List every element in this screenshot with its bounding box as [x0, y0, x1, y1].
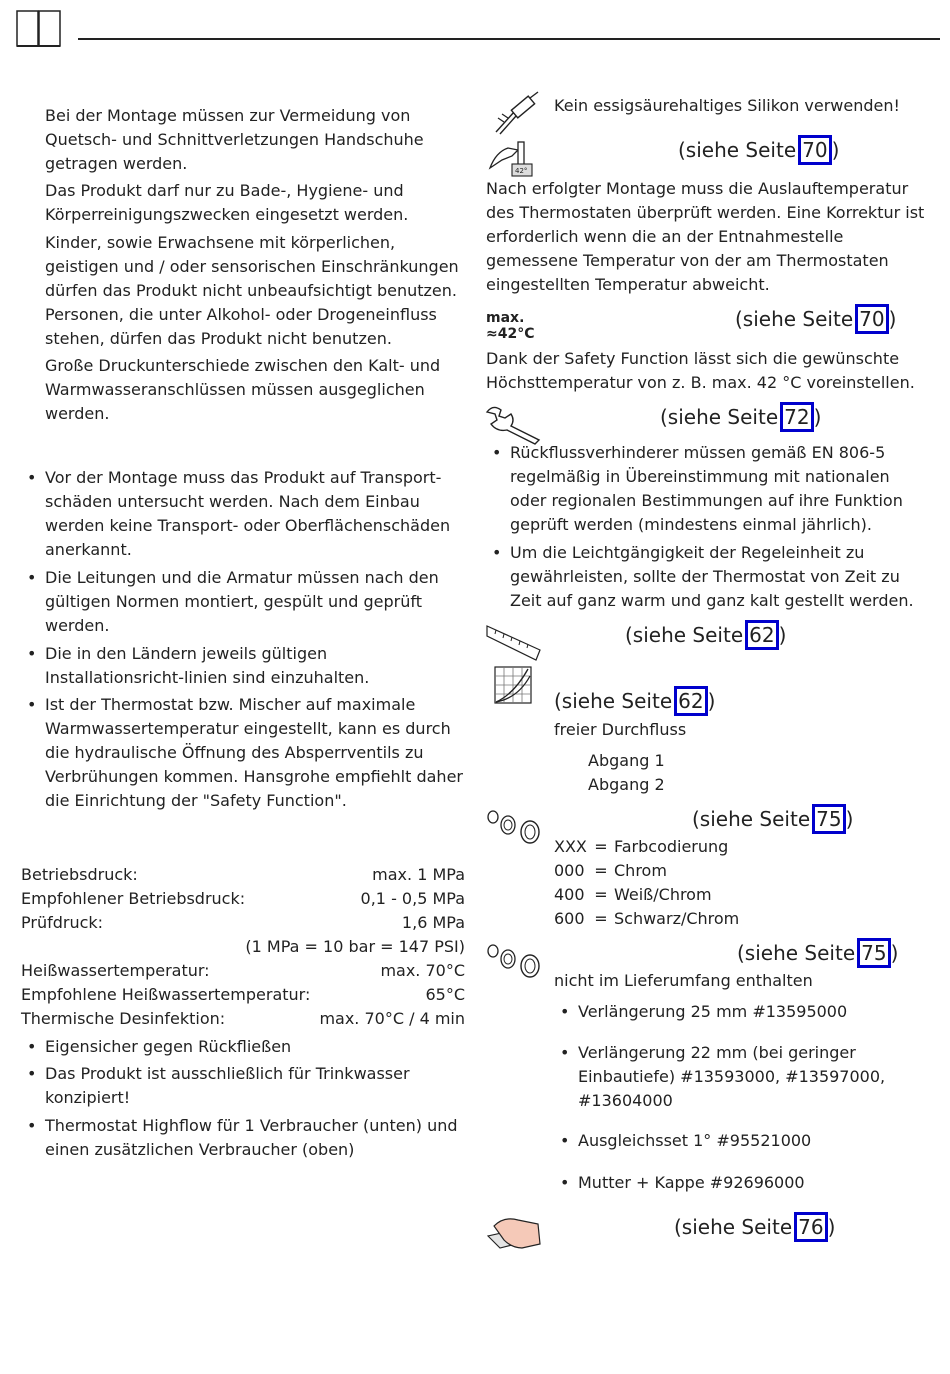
see-close: ) [831, 138, 840, 162]
page-link[interactable]: 72 [780, 402, 813, 432]
silicone-note: Kein essigsäurehaltiges Silikon verwenden! [554, 96, 900, 115]
accessory-item: • Mutter + Kappe #92696000 [578, 1171, 918, 1195]
spec-row [21, 959, 465, 983]
see-close: ) [827, 1215, 836, 1239]
max-temp-icon [486, 310, 535, 342]
install-bullet: • Vor der Montage muss das Produkt auf Transport-schäden untersucht werden. Nach dem Einbau werden keine Transport- oder Oberflächenschäden anerkannt. [45, 466, 457, 562]
see-label: (siehe Seite [735, 307, 854, 331]
spec-row [21, 983, 465, 1007]
see-close: ) [813, 405, 822, 429]
parts-icon [486, 810, 542, 846]
color-code-equals: = [594, 837, 608, 856]
see-label: (siehe Seite [660, 405, 779, 429]
flow-item: Abgang 2 [588, 775, 665, 794]
page-link[interactable]: 62 [674, 686, 707, 716]
spec-row [21, 935, 465, 959]
not-included-label: nicht im Lieferumfang enthalten [554, 971, 813, 990]
maintenance-bullet: • Um die Leichtgängigkeit der Regeleinheit zu gewährleisten, sollte der Thermostat von Zeit zu Zeit auf ganz warm und ganz kalt gestellt werden. [510, 541, 928, 613]
spec-label: Heißwassertemperatur: [21, 961, 210, 980]
install-bullet: • Ist der Thermostat bzw. Mischer auf maximale Warmwassertemperatur eingestellt, kann es durch die hydraulische Öffnung des Absperrventils zu Verbrühungen kommen. Hansgrohe empfiehlt daher die Einrichtung der "Safety Function". [45, 693, 465, 813]
page-reference [692, 806, 853, 832]
color-code-row [554, 883, 712, 907]
see-close: ) [707, 689, 716, 713]
spec-row [21, 1007, 465, 1031]
spec-label: Empfohlener Betriebsdruck: [21, 889, 246, 908]
see-close: ) [845, 807, 854, 831]
parts-icon [486, 944, 542, 980]
page-reference [678, 137, 839, 163]
silicone-gun-icon [490, 96, 540, 136]
color-code-name: Farbcodierung [614, 837, 729, 856]
spec-label: Prüfdruck: [21, 913, 104, 932]
color-code-name: Schwarz/Chrom [614, 909, 740, 928]
page-reference [625, 622, 786, 648]
accessory-item: • Verlängerung 22 mm (bei geringer Einbautiefe) #13593000, #13597000, #13604000 [578, 1041, 928, 1113]
cleaning-hand-icon [486, 1214, 542, 1252]
spec-bullet: • Eigensicher gegen Rückfließen [45, 1035, 465, 1059]
ruler-icon [486, 624, 542, 662]
safety-paragraph: Große Druckunterschiede zwischen den Kalt- und Warmwasseranschlüssen müssen ausgeglichen werden. [45, 356, 441, 423]
spec-value: max. 1 MPa [372, 865, 465, 884]
spec-row [21, 911, 465, 935]
spec-row [21, 863, 465, 887]
spec-value: 1,6 MPa [401, 913, 465, 932]
see-close: ) [890, 941, 899, 965]
wrench-icon [485, 406, 545, 442]
spec-label: Empfohlene Heißwassertemperatur: [21, 985, 311, 1004]
page-reference [660, 404, 821, 430]
flow-label: freier Durchfluss [554, 720, 687, 739]
page-link[interactable]: 70 [798, 135, 831, 165]
accessory-item: • Ausgleichsset 1° #95521000 [578, 1129, 918, 1153]
safety-paragraph: Bei der Montage müssen zur Vermeidung von Quetsch- und Schnittverletzungen Handschuhe getragen werden. [45, 106, 424, 173]
temperature-check-text: Nach erfolgter Montage muss die Auslauftemperatur des Thermostaten überprüft werden. Eine Korrektur ist erforderlich wenn die an der Entnahmestelle gemessene Temperatur von der am Thermostaten eingestellten Temperatur abweicht. [486, 179, 925, 294]
see-label: (siehe Seite [554, 689, 673, 713]
page-link[interactable]: 75 [812, 804, 845, 834]
color-code: 400 [554, 885, 585, 904]
color-code-equals: = [594, 861, 608, 880]
see-close: ) [888, 307, 897, 331]
see-label: (siehe Seite [737, 941, 856, 965]
install-bullet: • Die Leitungen und die Armatur müssen nach den gültigen Normen montiert, gespült und geprüft werden. [45, 566, 457, 638]
spec-label: Thermische Desinfektion: [21, 1009, 226, 1028]
spec-label: Betriebsdruck: [21, 865, 138, 884]
spec-value: max. 70°C [380, 961, 465, 980]
header [0, 0, 950, 60]
spec-value: 0,1 - 0,5 MPa [360, 889, 465, 908]
color-code: 000 [554, 861, 585, 880]
see-label: (siehe Seite [692, 807, 811, 831]
color-code-row [554, 907, 739, 931]
install-bullet: • Die in den Ländern jeweils gültigen Installationsricht-linien sind einzuhalten. [45, 642, 463, 690]
page-link[interactable]: 76 [794, 1212, 827, 1242]
spec-value: max. 70°C / 4 min [319, 1009, 465, 1028]
see-label: (siehe Seite [678, 138, 797, 162]
color-code-equals: = [594, 909, 608, 928]
color-code: XXX [554, 837, 587, 856]
page-reference [737, 940, 898, 966]
thermometer-hand-icon [488, 138, 536, 178]
max-icon-line: ≈42°C [486, 326, 535, 342]
page-reference [735, 306, 896, 332]
max-icon-line: max. [486, 310, 525, 326]
page-reference [674, 1214, 835, 1240]
color-code-name: Chrom [614, 861, 667, 880]
spec-value: (1 MPa = 10 bar = 147 PSI) [245, 937, 465, 956]
color-code-row [554, 859, 667, 883]
spec-bullet: • Das Produkt ist ausschließlich für Trinkwasser konzipiert! [45, 1062, 425, 1110]
page-reference [554, 688, 715, 714]
spec-row [21, 887, 465, 911]
flow-item: Abgang 1 [588, 751, 665, 770]
header-rule [78, 38, 940, 40]
safety-paragraph: Kinder, sowie Erwachsene mit körperlichen, geistigen und / oder sensorischen Einschränkungen dürfen das Produkt nicht unbeaufsichtigt benutzen. Personen, die unter Alkohol- oder Drogeneinfluss stehen, dürfen das Produkt nicht benutzen. [45, 233, 459, 348]
safety-function-text: Dank der Safety Function lässt sich die gewünschte Höchsttemperatur von z. B. max. 42 °C voreinstellen. [486, 349, 915, 392]
spec-bullet: • Thermostat Highflow für 1 Verbraucher (unten) und einen zusätzlichen Verbraucher (oben) [45, 1114, 465, 1162]
flow-diagram-icon [494, 666, 532, 704]
color-code-row [554, 835, 728, 859]
color-code: 600 [554, 909, 585, 928]
color-code-equals: = [594, 885, 608, 904]
spec-value: 65°C [425, 985, 465, 1004]
see-close: ) [778, 623, 787, 647]
page-link[interactable]: 75 [857, 938, 890, 968]
color-code-name: Weiß/Chrom [614, 885, 712, 904]
page-link[interactable]: 62 [745, 620, 778, 650]
svg-text:42°: 42° [515, 167, 528, 175]
see-label: (siehe Seite [625, 623, 744, 647]
see-label: (siehe Seite [674, 1215, 793, 1239]
page-link[interactable]: 70 [855, 304, 888, 334]
book-icon [16, 10, 62, 48]
safety-paragraph: Das Produkt darf nur zu Bade-, Hygiene- und Körperreinigungszwecken eingesetzt werden. [45, 181, 409, 224]
accessory-item: • Verlängerung 25 mm #13595000 [578, 1000, 918, 1024]
maintenance-bullet: • Rückflussverhinderer müssen gemäß EN 806-5 regelmäßig in Übereinstimmung mit nationalen oder regionalen Bestimmungen auf ihre Funktion geprüft werden (mindestens einmal jährlich). [510, 441, 928, 537]
